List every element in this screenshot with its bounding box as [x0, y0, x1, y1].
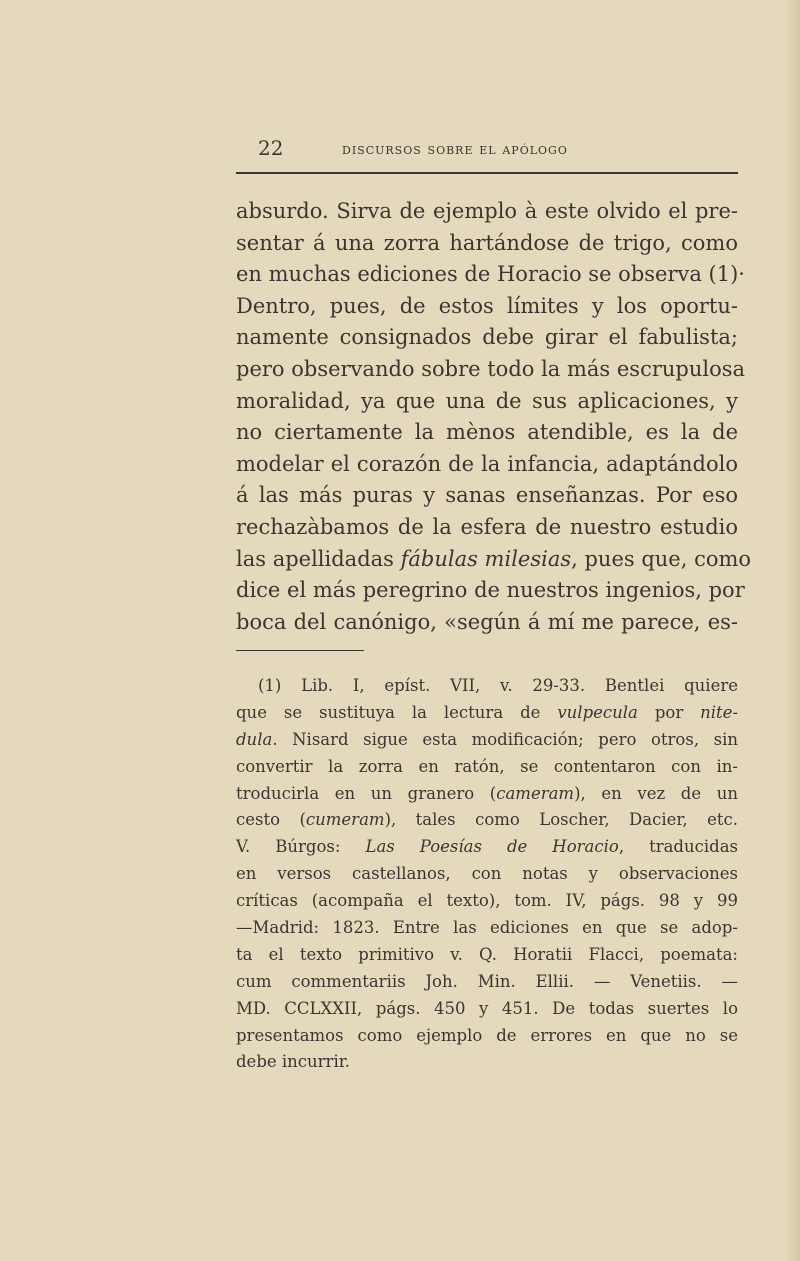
text-segment: que se sustituya la lectura de	[236, 702, 558, 722]
text-segment: ta el texto primitivo v. Q. Horatii Flacci, poemata:	[236, 944, 738, 964]
text-segment: absurdo. Sirva de ejemplo à este olvido el pre-	[236, 199, 738, 223]
page-number: 22	[258, 136, 284, 160]
body-line	[236, 544, 752, 576]
italic-text: vulpecula	[557, 702, 638, 722]
italic-text: fábulas milesias	[400, 546, 572, 571]
text-segment: no ciertamente la mènos atendible, es la de	[236, 420, 738, 445]
text-segment: troducirla en un granero (	[236, 783, 497, 803]
footnote-line	[236, 781, 738, 808]
text-segment: moralidad, ya que una de sus aplicaciones, y	[236, 388, 738, 413]
text-segment: presentamos como ejemplo de errores en que no se	[236, 1025, 738, 1045]
footnote-line	[236, 861, 738, 888]
body-line	[236, 607, 738, 639]
text-segment: Dentro, pues, de estos límites y los oportu-	[236, 293, 738, 318]
body-line	[236, 322, 738, 354]
text-segment: , pues que, como	[571, 546, 752, 571]
footnote-rule	[236, 650, 364, 651]
text-segment: pero observando sobre todo la más escrupulosa	[236, 356, 746, 381]
footnote-line	[236, 915, 738, 942]
footnote-line	[236, 996, 738, 1023]
text-segment: dice el más peregrino de nuestros ingenios, por	[236, 578, 745, 603]
footnote-line	[236, 700, 738, 727]
body-text	[236, 196, 752, 638]
text-segment: por	[637, 702, 701, 722]
text-segment: . Nisard sigue esta modificación; pero otros, sin	[272, 729, 738, 749]
running-title: discursos sobre el apólogo	[342, 140, 568, 158]
footnote-line	[236, 807, 738, 834]
text-segment: —Madrid: 1823. Entre las ediciones en que se adop-	[236, 918, 738, 938]
body-line	[236, 196, 738, 228]
body-line	[236, 575, 745, 607]
text-segment: sentar á una zorra hartándose de trigo, como	[236, 230, 738, 255]
body-line	[236, 449, 738, 481]
body-line	[236, 259, 745, 291]
text-segment: , traducidas	[618, 837, 739, 857]
text-segment: boca del canónigo, «según á mí me parece, es-	[236, 609, 738, 634]
header-rule	[236, 172, 738, 174]
body-line	[236, 417, 738, 449]
text-segment: convertir la zorra en ratón, se contentaron con in-	[236, 756, 738, 776]
footnote-line	[236, 673, 738, 700]
italic-text: dula	[236, 729, 273, 749]
body-line	[236, 512, 738, 544]
text-segment: modelar el corazón de la infancia, adaptándolo	[236, 451, 738, 476]
text-segment: á las más puras y sanas enseñanzas. Por eso	[236, 483, 738, 508]
text-segment: rechazàbamos de la esfera de nuestro estudio	[236, 514, 738, 539]
text-segment: en versos castellanos, con notas y observaciones	[236, 864, 738, 884]
text-segment: cum commentariis Joh. Min. Ellii. — Venetiis. —	[236, 971, 738, 991]
footnote-line	[236, 969, 738, 996]
text-segment: ), tales como Loscher, Dacier, etc.	[384, 810, 738, 830]
text-segment: cesto (	[236, 810, 306, 830]
footnote-line	[236, 834, 738, 861]
text-segment: V. Búrgos:	[236, 837, 366, 857]
footnote	[236, 673, 738, 1076]
italic-text: cameram	[496, 783, 575, 803]
italic-text: Las Poesías de Horacio	[365, 837, 619, 857]
page-edge-shadow	[786, 0, 800, 1261]
body-line	[236, 480, 738, 512]
text-segment: ), en vez de un	[574, 783, 738, 803]
footnote-line	[236, 888, 738, 915]
footnote-line	[236, 754, 738, 781]
footnote-line	[236, 1049, 738, 1076]
text-segment: MD. CCLXXII, págs. 450 y 451. De todas suertes lo	[236, 998, 738, 1018]
text-segment: en muchas ediciones de Horacio se observa (1)·	[236, 262, 745, 287]
text-segment: críticas (acompaña el texto), tom. IV, págs. 98 y 99	[236, 891, 738, 911]
text-segment: las apellidadas	[236, 546, 401, 571]
body-line	[236, 354, 746, 386]
body-line	[236, 291, 738, 323]
text-segment: namente consignados debe girar el fabulista;	[236, 325, 738, 350]
body-line	[236, 386, 738, 418]
body-line	[236, 228, 738, 260]
italic-text: nite-	[700, 702, 739, 722]
footnote-line	[236, 727, 738, 754]
text-segment: (1) Lib. I, epíst. VII, v. 29-33. Bentlei quiere	[258, 676, 738, 695]
italic-text: cumeram	[305, 810, 385, 830]
footnote-line	[236, 942, 738, 969]
running-header	[236, 136, 738, 164]
text-segment: debe incurrir.	[236, 1052, 351, 1072]
footnote-line	[236, 1023, 738, 1050]
